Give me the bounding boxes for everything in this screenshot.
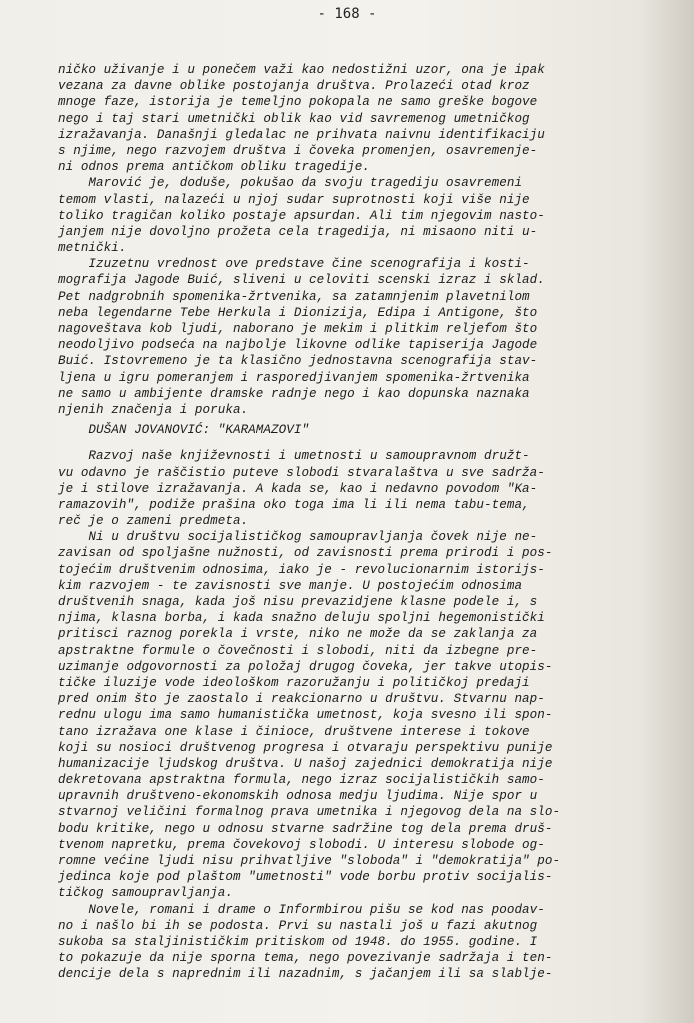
text-line: društvenih snaga, kada još nisu prevazidjene klasne podele i, s <box>58 595 538 609</box>
text-line: mnoge faze, istorija je temeljno pokopala ne samo greške bogove <box>58 95 538 110</box>
text-line: ni odnos prema antičkom obliku tragedije. <box>58 160 370 175</box>
text-line: vezana za davne oblike postojanja društva. Prolazeći otad kroz <box>58 79 530 94</box>
paragraph <box>58 175 670 256</box>
text-line: temom vlasti, nalazeći u njoj sudar suprotnosti koji više nije <box>58 192 530 207</box>
text-line: pred onim što je zaostalo i reakcionarno u društvu. Stvarnu nap- <box>58 692 545 707</box>
text-line: janjem nije dovoljno prožeta cela tragedija, ni misaono niti u- <box>58 224 538 239</box>
text-line: humanizacije ljudskog društva. U našoj zajednici demokratija nije <box>58 756 553 771</box>
text-line: koji su nosioci društvenog progresa i otvaraju perspektivu punije <box>58 740 553 755</box>
text-line: neodoljivo podseća na najbolje likovne odlike tapiserija Jagode <box>58 338 538 353</box>
text-line: nego i taj stari umetnički oblik kao vid savremenog umetničkog <box>58 111 530 126</box>
section-heading: DUŠAN JOVANOVIĆ: "KARAMAZOVI" <box>58 423 310 438</box>
text-line: romne većine ljudi nisu prihvatljive "sloboda" i "demokratija" po- <box>58 854 561 868</box>
text-line: uzimanje odgovornosti za položaj drugog čoveka, jer takve utopis- <box>58 659 553 674</box>
text-line: Razvoj naše književnosti i umetnosti u samoupravnom družt- <box>58 449 530 464</box>
text-line: to pokazuje da nije sporna tema, nego povezivanje sadržaja i ten- <box>58 951 553 966</box>
text-line: njima, klasna borba, i kada snažno deluju spoljni hegemonistički <box>58 611 545 626</box>
text-line: dekretovana apstraktna formula, nego izraz socijalističkih samo- <box>58 773 545 788</box>
paragraph <box>58 529 670 901</box>
paragraph <box>58 902 670 983</box>
text-line: ljena u igru pomeranjem i rasporedjivanjem spomenika-žrtvenika <box>58 370 530 385</box>
text-line: pritisci raznog porekla i vrste, niko ne može da se zaklanja za <box>58 627 538 642</box>
text-line: Pet nadgrobnih spomenika-žrtvenika, sa zatamnjenim plavetnilom <box>58 289 530 304</box>
text-line: tojećim društvenim odnosima, iako je - revolucionarnim istorijs- <box>58 562 545 577</box>
text-line: je i stilove izražavanja. A kada se, kao i nedavno povodom "Ka- <box>58 481 538 496</box>
text-line: rednu ulogu ima samo humanistička umetnost, koja svesno ili spon- <box>58 708 553 723</box>
page-number: - 168 - <box>317 6 377 22</box>
text-line: Novele, romani i drame o Informbirou pišu se kod nas poodav- <box>58 902 545 917</box>
text-line: neba legendarne Tebe Herkula i Dionizija, Edipa i Antigone, što <box>58 305 538 320</box>
text-line: mografija Jagode Buić, sliveni u celoviti scenski izraz i sklad. <box>58 273 545 288</box>
text-line: vu odavno je raščistio puteve slobodi stvaralaštva u sve sadrža- <box>58 465 545 480</box>
text-line: tano izražava one klase i činioce, društvene interese i tokove <box>58 724 530 739</box>
text-line: njenih značenja i poruka. <box>58 402 249 417</box>
text-line: ramazovih", podiže prašina oko toga ima li ili nema tabu-tema, <box>58 497 530 512</box>
text-line: apstraktne formule o čovečnosti i slobodi, niti da izbegne pre- <box>58 643 538 658</box>
paragraph <box>58 448 670 529</box>
text-line: ne samo u ambijente dramske radnje nego i kao dopunska naznaka <box>58 386 530 401</box>
text-line: Buić. Istovremeno je ta klasično jednostavna scenografija stav- <box>58 354 538 369</box>
text-line: Marović je, doduše, pokušao da svoju tragediju osavremeni <box>58 176 523 191</box>
text-line: izražavanja. Današnji gledalac ne prihvata naivnu identifikaciju <box>58 127 545 142</box>
text-line: metnički. <box>58 241 127 256</box>
text-line: no i našlo bi ih se podosta. Prvi su nastali još u fazi akutnog <box>58 918 538 933</box>
text-line: sukoba sa staljinističkim pritiskom od 1948. do 1955. godine. I <box>58 934 538 949</box>
text-line: kim razvojem - te zavisnosti sve manje. U postojećim odnosima <box>58 578 523 593</box>
text-line: upravnih društveno-ekonomskih odnosa medju ljudima. Nije spor u <box>58 789 538 804</box>
text-line: ničko uživanje i u ponečem važi kao nedostižni uzor, ona je ipak <box>58 63 545 77</box>
paragraph <box>58 62 670 175</box>
text-line: zavisan od spoljašne nužnosti, od zavisnosti prema prirodi i pos- <box>58 546 553 561</box>
text-line: tvenom napretku, prema čovekovoj slobodi. U interesu slobode og- <box>58 837 545 852</box>
text-line: reč je o zameni predmeta. <box>58 514 249 529</box>
text-line: tičke iluzije vode ideološkom razoružanju i političkoj predaji <box>58 675 530 690</box>
text-line: stvarnoj veličini formalnog prava umetnika i njegovog dela na slo- <box>58 805 561 820</box>
text-line: Izuzetnu vrednost ove predstave čine scenografija i kosti- <box>58 257 530 272</box>
text-line: bodu kritike, nego u odnosu stvarne sadržine tog dela prema druš- <box>58 821 553 836</box>
text-line: toliko tragičan koliko postaje apsurdan. Ali tim njegovim nasto- <box>58 208 545 223</box>
text-line: Ni u društvu socijalističkog samoupravljanja čovek nije ne- <box>58 530 538 545</box>
text-line: jedinca koje pod plaštom "umetnosti" vode borbu protiv socijalis- <box>58 870 553 885</box>
body-text <box>58 62 670 983</box>
text-line: nagoveštava kob ljudi, naborano je mekim i plitkim reljefom što <box>58 322 538 336</box>
paragraph <box>58 256 670 418</box>
text-line: tičkog samoupravljanja. <box>58 886 233 901</box>
text-line: s njime, nego razvojem društva i čoveka promenjen, osavremenje- <box>58 143 538 158</box>
text-line: dencije dela s naprednim ili nazadnim, s jačanjem ili sa slablje- <box>58 967 553 982</box>
